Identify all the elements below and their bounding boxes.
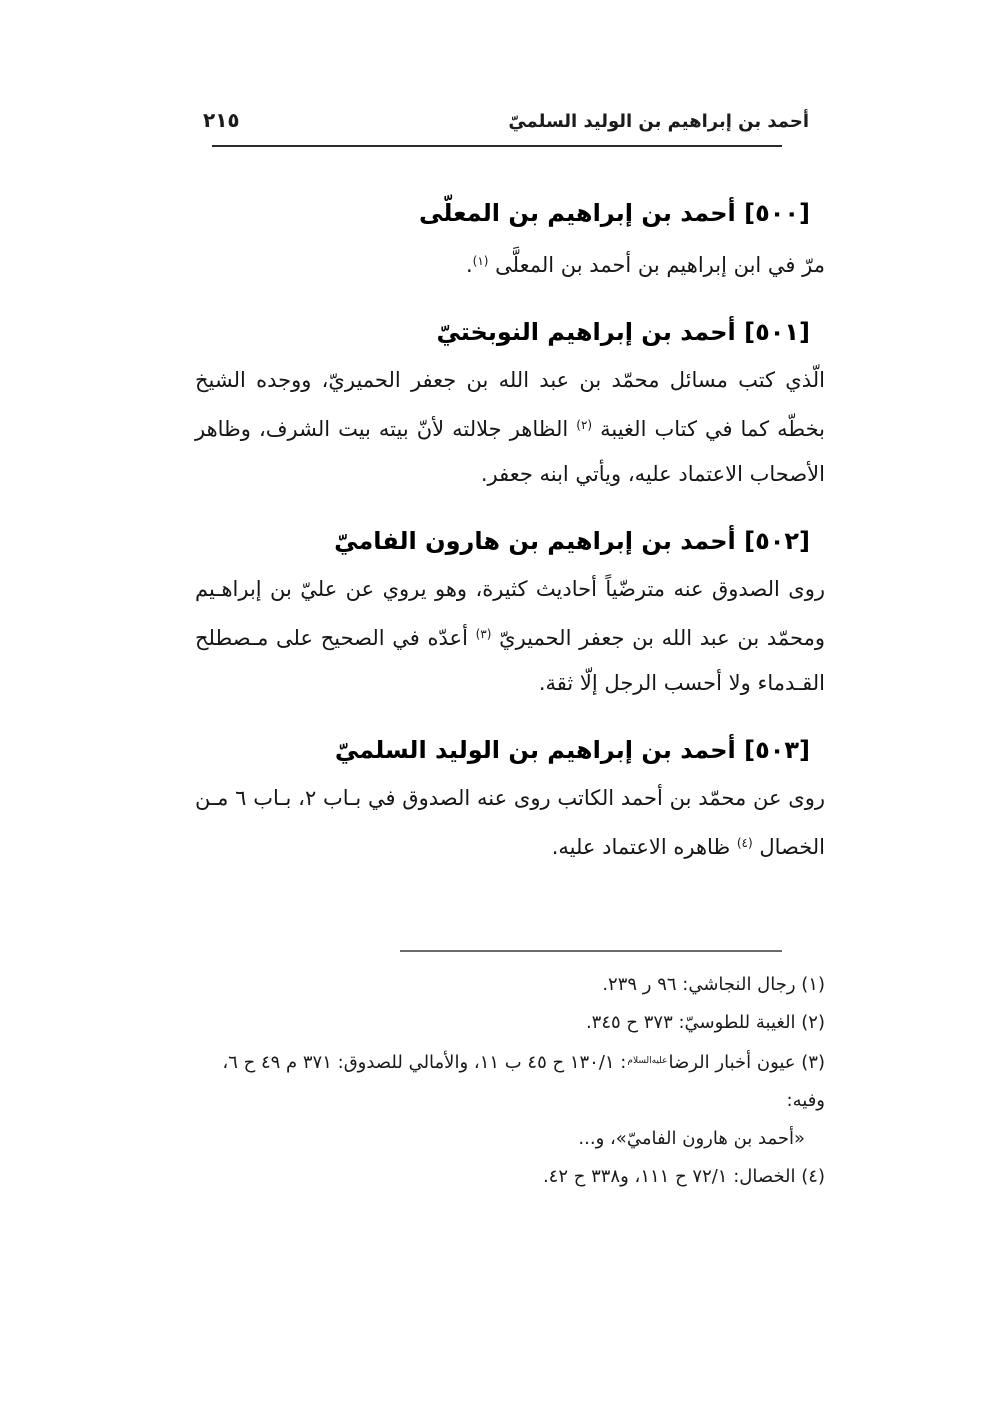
entry-501-heading: [٥٠١] أحمد بن إبراهيم النوبختيّ bbox=[436, 318, 810, 346]
entry-503-text: روى عن محمّد بن أحمد الكاتب روى عنه الصدوق في بـاب ٢، بـاب ٦ مـن الخصال bbox=[195, 786, 826, 859]
header-rule bbox=[212, 145, 782, 147]
footnotes-block bbox=[195, 966, 825, 1196]
footnote-ref-1: (١) bbox=[472, 254, 489, 268]
entry-501-text: الّذي كتب مسائل محمّد بن عبد الله بن جعفر الحميريّ، ووجده الشيخ بخطّه كما في كتاب الغيبة bbox=[195, 368, 826, 441]
entry-500 bbox=[195, 195, 825, 288]
entry-502-text: روى الصدوق عنه مترضّياً أحاديث كثيرة، وهو يروي عن عليّ بن إبراهـيم ومحمّد بن عبد الله بن جعفر الحميريّ bbox=[195, 577, 825, 650]
footnote-2: (٢) الغيبة للطوسيّ: ٣٧٣ ح ٣٤٥. bbox=[585, 1012, 825, 1033]
page-number: ٢١٥ bbox=[203, 108, 240, 132]
entry-500-heading: [٥٠٠] أحمد بن إبراهيم بن المعلّى bbox=[419, 199, 810, 227]
footnote-1: (١) رجال النجاشي: ٩٦ ر ٢٣٩. bbox=[602, 974, 825, 995]
entry-502-heading: [٥٠٢] أحمد بن إبراهيم بن هارون الفاميّ bbox=[334, 527, 810, 555]
entry-503 bbox=[195, 732, 825, 870]
footnote-3-text-end: : ١٣٠/١ ح ٤٥ ب ١١، والأمالي للصدوق: ٣٧١ م ٤٩ ح ٦، وفيه: bbox=[222, 1052, 825, 1111]
page-header bbox=[195, 0, 825, 132]
footnote-ref-4: (٤) bbox=[736, 836, 753, 850]
entry-501-text-end: الظاهر جلالته لأنّ بيته بيت الشرف، وظاهر الأصحاب الاعتماد عليه، ويأتي ابنه جعفر. bbox=[195, 417, 825, 486]
entry-502-text-end: أعدّه في الصحيح على مـصطلح القـدماء ولا أحسب الرجل إلّا ثقة. bbox=[195, 626, 825, 695]
entry-500-text: مرّ في ابن إبراهيم بن أحمد بن المعلَّى bbox=[488, 253, 825, 277]
entry-502-body bbox=[195, 567, 825, 706]
entry-501 bbox=[195, 314, 825, 497]
footnote-3-line-1 bbox=[195, 1042, 825, 1120]
footnote-3-line-2: «أحمد بن هارون الفاميّ»، و... bbox=[578, 1128, 805, 1149]
footnote-ref-3: (٣) bbox=[475, 627, 492, 641]
running-head: أحمد بن إبراهيم بن الوليد السلميّ bbox=[508, 111, 809, 132]
honorific-alayhi-assalam: عليه‌السلام bbox=[627, 1056, 668, 1066]
entry-500-body bbox=[195, 239, 825, 288]
entry-503-body bbox=[195, 776, 825, 870]
footnote-4: (٤) الخصال: ٧٢/١ ح ١١١، و٣٣٨ ح ٤٢. bbox=[542, 1166, 825, 1187]
book-page bbox=[195, 0, 825, 1196]
entry-503-text-end: ظاهره الاعتماد عليه. bbox=[551, 835, 737, 859]
entry-502 bbox=[195, 523, 825, 706]
entry-500-text-end: . bbox=[465, 253, 473, 277]
footnote-separator-rule bbox=[400, 950, 782, 952]
entry-503-heading: [٥٠٣] أحمد بن إبراهيم بن الوليد السلميّ bbox=[334, 736, 810, 764]
entry-501-body bbox=[195, 358, 825, 497]
footnote-ref-2: (٢) bbox=[576, 418, 593, 432]
footnote-3-text: (٣) عيون أخبار الرضا bbox=[668, 1052, 825, 1073]
